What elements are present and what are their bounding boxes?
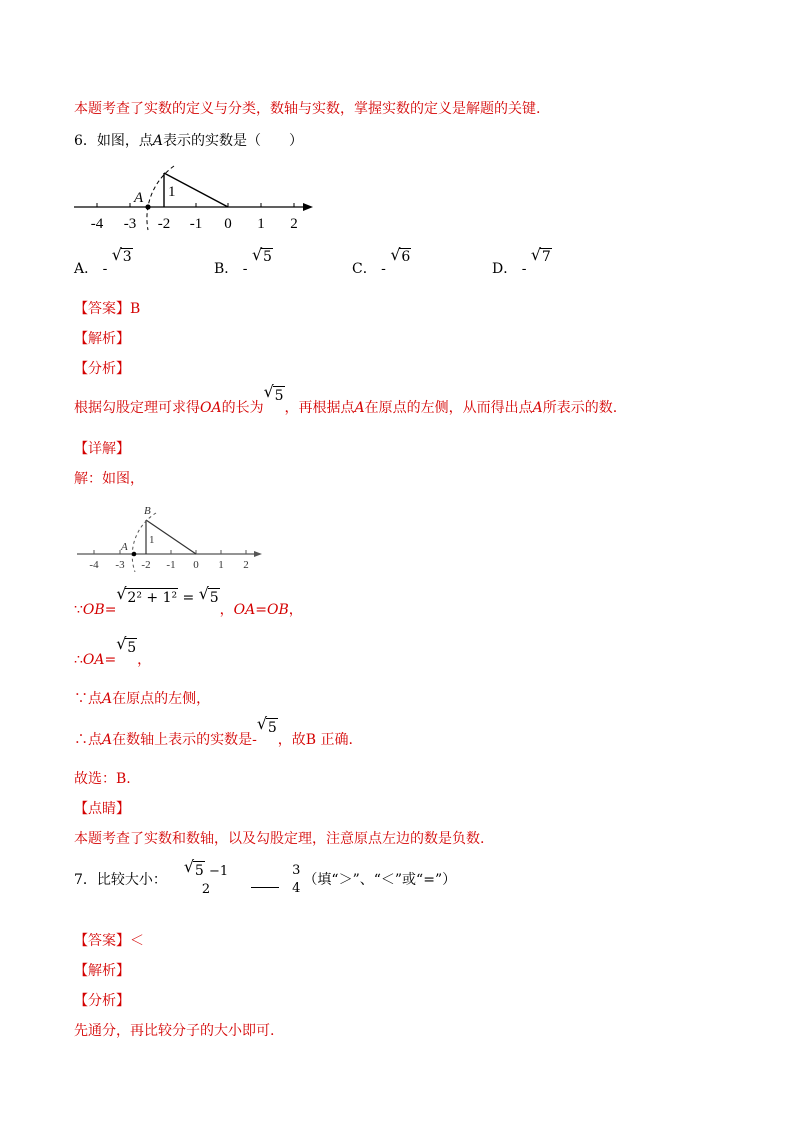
q6-analysis-tag: 【解析】 xyxy=(74,331,130,347)
side-label: 1 xyxy=(168,184,176,200)
q7-fraction-2: 3 4 xyxy=(292,863,301,896)
tick-label: -3 xyxy=(115,559,125,571)
tick-label: 2 xyxy=(243,559,249,571)
q6-figure-solution xyxy=(74,500,269,572)
tick-label: -4 xyxy=(90,216,104,232)
q6-step1: ∵OB= √ 2² + 1² = √ 5，OA=OB， xyxy=(74,584,303,618)
option-c[interactable]: C． - √ 6 xyxy=(352,245,411,277)
q6-prompt-pre: 6．如图，点 xyxy=(74,133,153,149)
intro-text: 本题考查了实数的定义与分类，数轴与实数，掌握实数的定义是解题的关键. xyxy=(74,101,541,117)
q6-answer: 【答案】B xyxy=(74,301,141,317)
tick-label: 1 xyxy=(257,216,265,232)
side-label: 1 xyxy=(149,534,155,546)
sqrt-icon: √ 7 xyxy=(530,245,551,265)
option-b[interactable]: B． - √ 5 xyxy=(214,245,272,277)
q7-answer: 【答案】＜ xyxy=(74,933,144,949)
axis-arrow xyxy=(303,203,313,211)
q6-point-label: A xyxy=(152,133,164,149)
q6-fenxi-text: 根据勾股定理可求得OA的长为 √ 5，再根据点A在原点的左侧，从而得出点A所表示的数. xyxy=(74,382,618,416)
q7-hint: （填“＞”、“＜”或“=”） xyxy=(303,872,457,888)
point-b-label: B xyxy=(144,505,151,517)
q7-fraction-1: √ 5 −1 2 xyxy=(183,857,229,897)
q6-step3: ∵点A在原点的左侧， xyxy=(74,691,211,707)
q7-prompt: 7．比较大小： √ 5 −1 2 3 4 （填“＞”、“＜”或“=”） xyxy=(74,857,457,897)
tick-label: -2 xyxy=(157,216,171,232)
point-a-label: A xyxy=(134,190,144,206)
q6-dianjing: 本题考查了实数和数轴，以及勾股定理，注意原点左边的数是负数. xyxy=(74,831,485,847)
tick-label: -3 xyxy=(123,216,137,232)
q6-prompt-post: 表示的实数是（ ） xyxy=(163,133,304,149)
sqrt-icon: √ 5 xyxy=(198,584,219,606)
sqrt-icon: √ 5 xyxy=(263,382,284,404)
option-d[interactable]: D． - √ 7 xyxy=(492,245,551,277)
sqrt-icon: √ 6 xyxy=(390,245,411,265)
point-a-label: A xyxy=(121,541,128,553)
option-a[interactable]: A． - √ 3 xyxy=(74,245,132,277)
q7-answer-blank[interactable] xyxy=(251,873,279,888)
q6-figure-number-line xyxy=(70,158,320,238)
q6-step4: ∴点A在数轴上表示的实数是- √ 5，故B 正确. xyxy=(74,714,353,748)
sqrt-icon: √ 5 xyxy=(183,857,204,879)
q6-dianjing-tag: 【点睛】 xyxy=(74,801,130,817)
sqrt-icon: √ 5 xyxy=(251,245,272,265)
tick-label: -2 xyxy=(141,559,151,571)
q7-fenxi-tag: 【分析】 xyxy=(74,993,130,1009)
sqrt-icon: √ 5 xyxy=(116,634,137,656)
tick-label: 0 xyxy=(193,559,199,571)
q6-choose: 故选：B. xyxy=(74,771,131,787)
q6-prompt xyxy=(74,132,303,150)
sqrt-icon: √ 5 xyxy=(256,714,277,736)
sqrt-icon: √ 2² + 1² xyxy=(116,584,178,606)
q6-step2: ∴OA= √ 5， xyxy=(74,634,152,668)
tick-label: 0 xyxy=(224,216,232,232)
point-a-dot xyxy=(145,204,150,209)
tick-label: -4 xyxy=(89,559,99,571)
q6-detail-tag: 【详解】 xyxy=(74,441,130,457)
tick-label: -1 xyxy=(166,559,176,571)
q6-fenxi-tag: 【分析】 xyxy=(74,361,130,377)
q7-analysis-tag: 【解析】 xyxy=(74,963,130,979)
tick-label: 1 xyxy=(218,559,224,571)
tick-label: -1 xyxy=(189,216,203,232)
q6-detail-intro: 解：如图， xyxy=(74,471,144,487)
sqrt-icon: √ 3 xyxy=(111,245,132,265)
q7-fenxi: 先通分，再比较分子的大小即可. xyxy=(74,1023,275,1039)
point-a-dot xyxy=(132,552,137,557)
tick-label: 2 xyxy=(290,216,298,232)
